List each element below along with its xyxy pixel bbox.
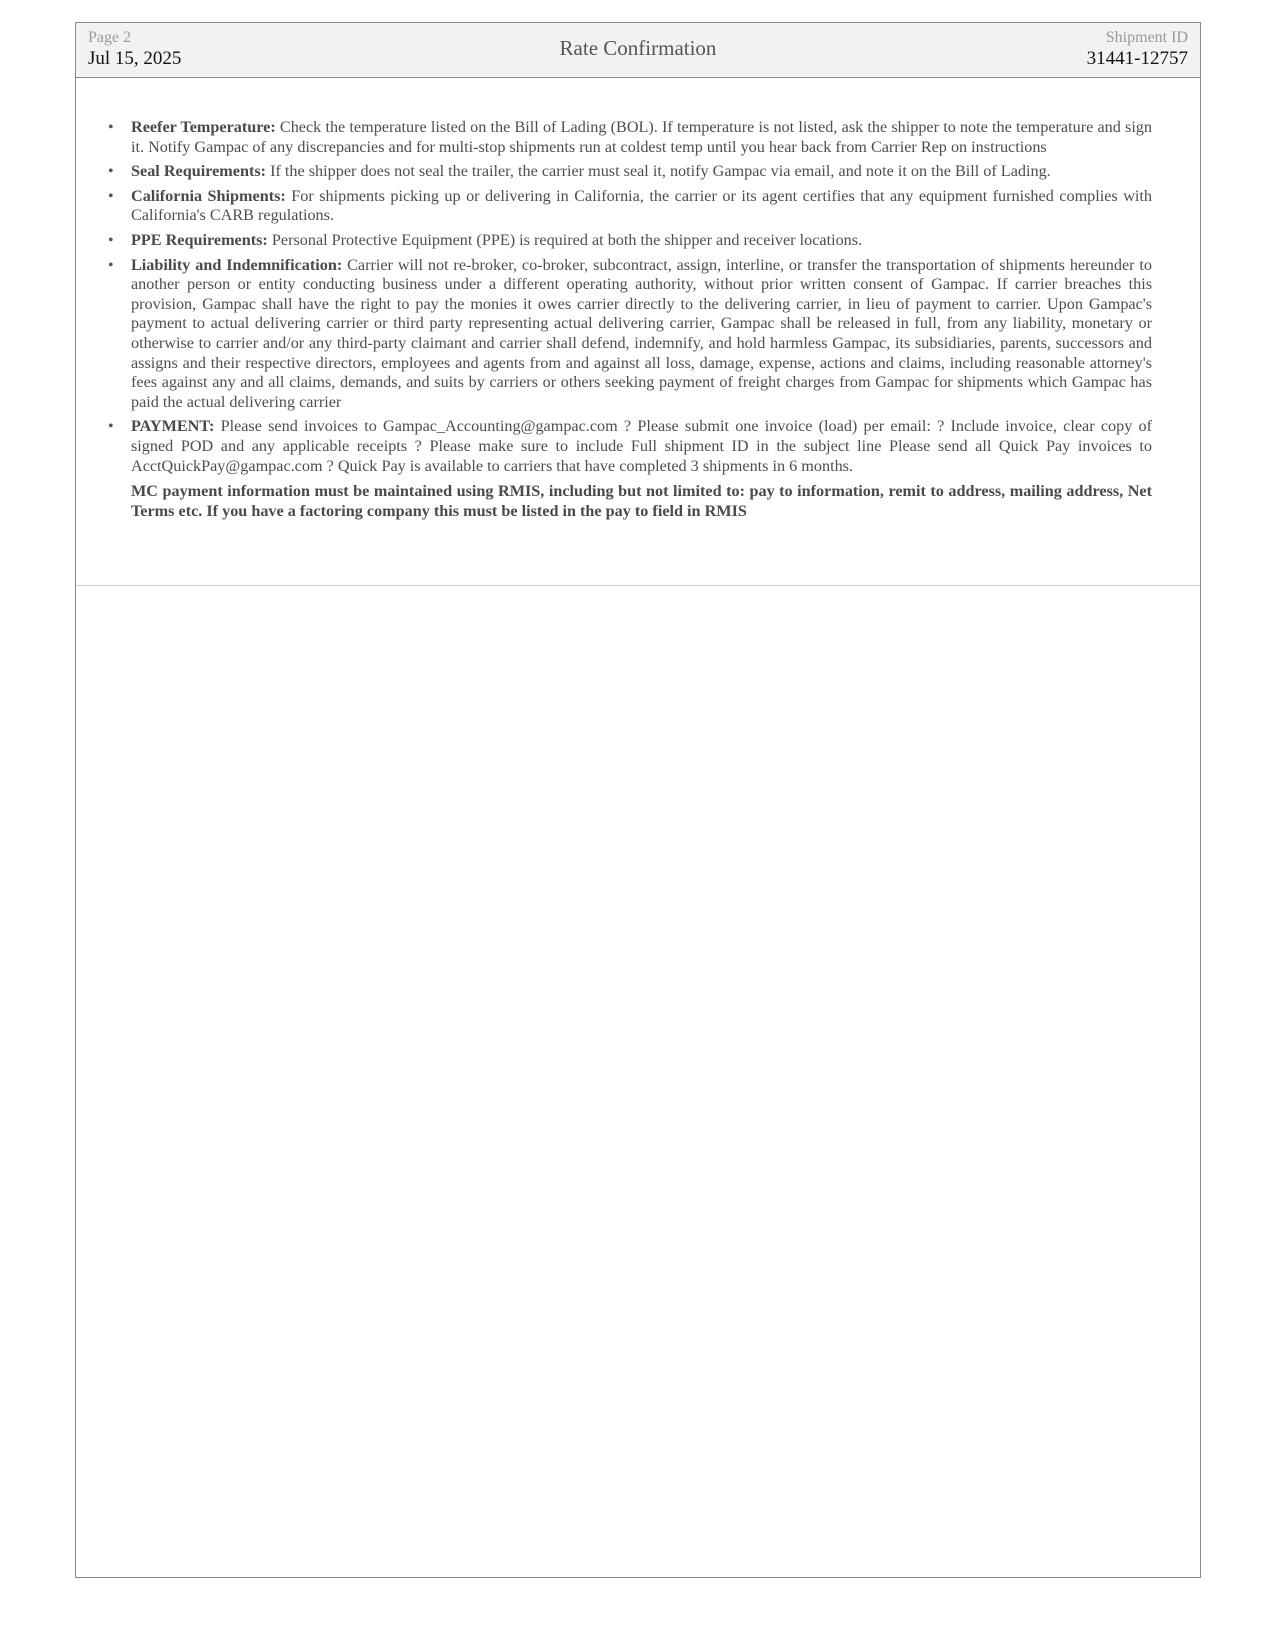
term-text: Carrier will not re-broker, co-broker, subcontract, assign, interline, or transfer the transportation of shipments hereunder to another person or entity conducting business under a different operating authority, without prior written consent of Gampac. If carrier breaches this provision, Gampac shall have the right to pay the monies it owes carrier directly to the delivering carrier, in lieu of payment to carrier. Upon Gampac's payment to actual delivering carrier or third party representing actual delivering carrier, Gampac shall be released in full, from any liability, monetary or otherwise to carrier and/or any third-party claimant and carrier shall defend, indemnify, and hold harmless Gampac, its subsidiaries, parents, successors and assigns and their respective directors, employees and agents from and against all loss, damage, expense, actions and claims, including reasonable attorney's fees against any and all claims, demands, and suits by carriers or others seeking payment of freight charges from Gampac for shipments which Gampac has paid the actual delivering carrier bbox=[131, 255, 1153, 411]
bullet-icon: • bbox=[108, 256, 114, 274]
bullet-icon: • bbox=[108, 187, 114, 205]
term-payment bbox=[108, 417, 1152, 476]
page-header bbox=[76, 23, 1200, 78]
document-page bbox=[75, 22, 1201, 1578]
term-label: California Shipments: bbox=[131, 186, 286, 205]
document-title: Rate Confirmation bbox=[559, 36, 717, 60]
term-text: For shipments picking up or delivering in California, the carrier or its agent certifies that any equipment furnished complies with California's CARB regulations. bbox=[131, 186, 1152, 225]
term-label: PAYMENT: bbox=[131, 417, 215, 436]
term-text: Personal Protective Equipment (PPE) is required at both the shipper and receiver locations. bbox=[267, 230, 863, 249]
term-text: If the shipper does not seal the trailer, the carrier must seal it, notify Gampac via email, and note it on the Bill of Lading. bbox=[266, 162, 1051, 181]
term-label: Seal Requirements: bbox=[131, 162, 267, 181]
header-right-block bbox=[1087, 29, 1188, 71]
shipment-id-label: Shipment ID bbox=[1105, 29, 1188, 46]
bullet-icon: • bbox=[108, 231, 114, 249]
bullet-icon: • bbox=[108, 119, 114, 136]
term-seal-requirements bbox=[108, 162, 1152, 182]
document-date: Jul 15, 2025 bbox=[88, 48, 182, 69]
page-number: Page 2 bbox=[88, 29, 132, 46]
bullet-icon: • bbox=[108, 418, 114, 436]
term-label: PPE Requirements: bbox=[131, 230, 268, 249]
bullet-icon: • bbox=[108, 163, 114, 181]
terms-section bbox=[76, 78, 1200, 586]
term-label: Liability and Indemnification: bbox=[131, 255, 343, 274]
payment-note: MC payment information must be maintained using RMIS, including but not limited to: pay to information, remit to address, mailing address, Net Terms etc. If you have a factoring company this must be listed in the pay to field in RMIS bbox=[131, 482, 1152, 520]
term-liability-indemnification bbox=[108, 255, 1153, 413]
term-text: Please send invoices to Gampac_Accounting@gampac.com ? Please submit one invoice (load) per email: ? Include invoice, clear copy of signed POD and any applicable receipts ? Please make sure to include Full shipment ID in the subject line Please send all Quick Pay invoices to AcctQuickPay@gampac.com ? Quick Pay is available to carriers that have completed 3 shipments in 6 months. bbox=[131, 417, 1152, 475]
term-label: Reefer Temperature: bbox=[131, 118, 276, 136]
shipment-id: 31441-12757 bbox=[1086, 48, 1188, 69]
terms-list bbox=[108, 118, 1153, 481]
term-california-shipments bbox=[108, 186, 1152, 226]
term-reefer-temperature bbox=[108, 118, 1152, 157]
term-ppe-requirements bbox=[108, 230, 1152, 251]
term-text: Check the temperature listed on the Bill of Lading (BOL). If temperature is not listed, ask the shipper to note the temperature and sign it. Notify Gampac of any discrepancies and for multi-stop shipments run at coldest temp until you hear back from Carrier Rep on instructions bbox=[131, 118, 1152, 156]
